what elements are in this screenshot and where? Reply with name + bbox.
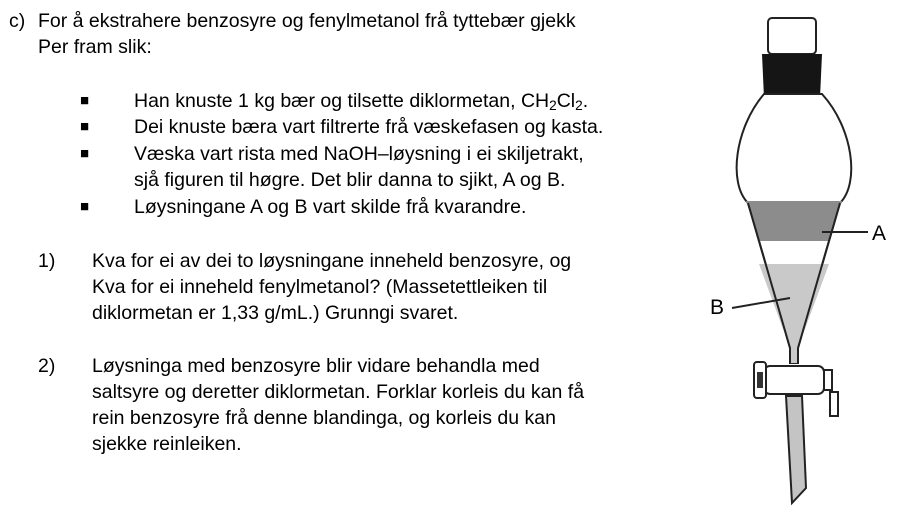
question-marker: c) xyxy=(9,10,26,32)
task-2-line-3: rein benzosyre frå denne blandinga, og korleis du kan xyxy=(92,407,556,429)
bullet-1-marker: ■ xyxy=(80,92,90,109)
task-2-line-2: saltsyre og deretter diklormetan. Forklar korleis du kan få xyxy=(92,381,585,403)
task-2-line-1: Løysninga med benzosyre blir vidare behandla med xyxy=(92,355,540,377)
bullet-4-marker: ■ xyxy=(80,198,90,215)
task-2-line-4: sjekke reinleiken. xyxy=(92,433,242,455)
bullet-3-line-2: sjå figuren til høgre. Det blir danna to sjikt, A og B. xyxy=(134,169,566,191)
intro-line-1: For å ekstrahere benzosyre og fenylmetanol frå tyttebær gjekk xyxy=(38,10,576,32)
bullet-2-marker: ■ xyxy=(80,118,90,135)
bullet-3-marker: ■ xyxy=(80,145,90,162)
task-1-number: 1) xyxy=(38,250,56,272)
label-b: B xyxy=(710,296,725,319)
bullet-1-text: Han knuste 1 kg bær og tilsette diklormetan, $CH_2Cl_2$. xyxy=(134,90,589,113)
bullet-2-text: Dei knuste bæra vart filtrerte frå væskefasen og kasta. xyxy=(134,116,604,138)
stopper-top xyxy=(768,18,816,54)
task-1-line-1: Kva for ei av dei to løysningane inneheld benzosyre, og xyxy=(92,250,572,272)
bullet-3-line-1: Væska vart rista med NaOH–løysning i ei skiljetrakt, xyxy=(134,143,584,165)
layer-a xyxy=(746,201,842,241)
task-2-number: 2) xyxy=(38,355,56,377)
label-a: A xyxy=(872,222,887,245)
funnel-stem xyxy=(786,396,806,503)
stopcock-knob-grip xyxy=(757,372,763,388)
bullet-4-text: Løysningane A og B vart skilde frå kvarandre. xyxy=(134,196,527,218)
separatory-funnel-figure xyxy=(690,8,900,523)
stopcock-key xyxy=(830,392,838,416)
task-1-line-3: diklormetan er 1,33 g/mL.) Grunngi svaret. xyxy=(92,302,459,324)
stopcock-barrel xyxy=(764,366,824,394)
task-1-line-2: Kva for ei inneheld fenylmetanol? (Massetettleiken til xyxy=(92,276,548,298)
stopcock-nut-right xyxy=(824,370,832,390)
intro-line-2: Per fram slik: xyxy=(38,36,152,58)
